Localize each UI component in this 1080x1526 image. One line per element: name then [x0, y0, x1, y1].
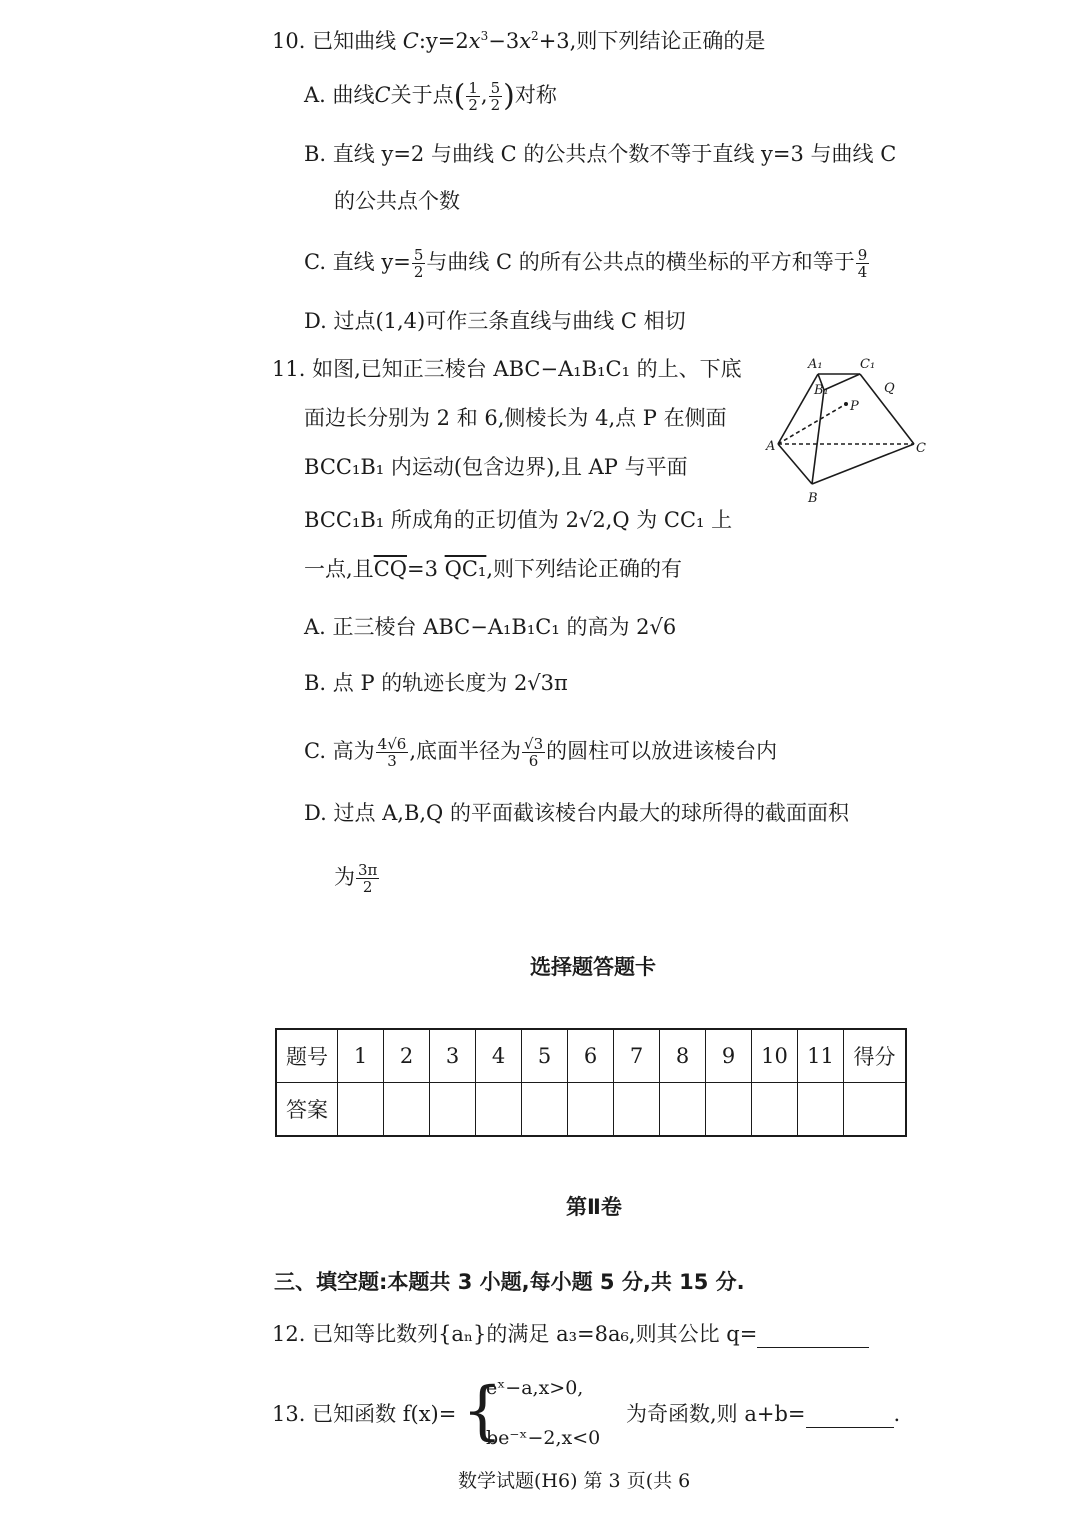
question-number-cell: 8: [660, 1029, 706, 1083]
label-a1: A₁: [808, 357, 823, 372]
answer-cell[interactable]: [660, 1083, 706, 1137]
question-number-cell: 1: [338, 1029, 384, 1083]
answer-cell[interactable]: [614, 1083, 660, 1137]
q11-line2: 面边长分别为 2 和 6,侧棱长为 4,点 P 在侧面: [304, 406, 727, 430]
question-number-cell: 6: [568, 1029, 614, 1083]
score-header: 得分: [844, 1029, 907, 1083]
edge-b1c1: [824, 374, 860, 390]
q11-line1: 11. 如图,已知正三棱台 ABC−A₁B₁C₁ 的上、下底: [272, 357, 742, 381]
answer-card-answer-row: [276, 1083, 906, 1137]
answer-cell[interactable]: [476, 1083, 522, 1137]
answer-card-table: [275, 1028, 907, 1137]
q12: 12. 已知等比数列{aₙ}的满足 a₃=8a₆,则其公比 q=: [272, 1320, 869, 1348]
q11-option-d-line2: 为 $\frac{3\pi}{2}$: [334, 861, 378, 896]
segment-ap: [778, 404, 846, 444]
question-number-cell: 7: [614, 1029, 660, 1083]
question-number-cell: 2: [384, 1029, 430, 1083]
answer-cell[interactable]: [706, 1083, 752, 1137]
q10-option-b-line1: B. 直线 y=2 与曲线 C 的公共点个数不等于直线 y=3 与曲线 C: [304, 142, 897, 166]
question-number-cell: 10: [752, 1029, 798, 1083]
q10-option-d: D. 过点(1,4)可作三条直线与曲线 C 相切: [304, 309, 686, 333]
part2-title: 第Ⅱ卷: [566, 1195, 622, 1219]
point-p: [844, 402, 848, 406]
page-footer: 数学试题(H6) 第 3 页(共 6: [458, 1470, 691, 1492]
piecewise-brace: {: [462, 1374, 503, 1448]
edge-ab: [778, 444, 812, 484]
q11-line5: 一点,且$\overline{CQ}=3$ QC₁,则下列结论正确的有: [304, 557, 683, 581]
section3-heading: 三、填空题:本题共 3 小题,每小题 5 分,共 15 分.: [274, 1270, 745, 1294]
label-b: B: [808, 491, 818, 506]
q13-answer-blank[interactable]: [806, 1405, 894, 1428]
frustum-figure: [762, 352, 932, 512]
q11-option-d-line1: D. 过点 A,B,Q 的平面截该棱台内最大的球所得的截面面积: [304, 801, 849, 825]
answer-cell[interactable]: [338, 1083, 384, 1137]
label-p: P: [850, 399, 859, 414]
q11-option-b: B. 点 P 的轨迹长度为 2√3π: [304, 671, 568, 695]
edge-bc: [812, 444, 914, 484]
q10-option-a: A. 曲线C关于点( $\frac{1}{2}$ , $\frac{5}{2}$ )对称: [304, 78, 557, 114]
q12-answer-blank[interactable]: [757, 1325, 869, 1348]
q13-case2: be⁻ˣ−2,x<0: [486, 1427, 601, 1449]
label-c1: C₁: [860, 357, 876, 372]
q10-stem: 10. 已知曲线 $C:y=2x^3-3x^2+3$,则下列结论正确的是: [272, 29, 766, 53]
q11-option-a: A. 正三棱台 ABC−A₁B₁C₁ 的高为 2√6: [304, 615, 677, 639]
answer-card-title: 选择题答题卡: [530, 955, 656, 979]
answer-cell[interactable]: [384, 1083, 430, 1137]
q13-case1: eˣ−a,x>0,: [486, 1377, 584, 1399]
row-header-number: 题号: [276, 1029, 338, 1083]
answer-cell[interactable]: [798, 1083, 844, 1137]
edge-aa1: [778, 374, 818, 444]
q11-option-c: C. 高为 $\frac{4√6}{3}$ ,底面半径为 $\frac{√3}{6}$ 的圆柱可以放进该棱台内: [304, 735, 778, 770]
answer-cell[interactable]: [430, 1083, 476, 1137]
edge-bb1: [812, 390, 824, 484]
label-b1: B₁: [814, 383, 829, 398]
label-q: Q: [884, 381, 895, 396]
question-number-cell: 5: [522, 1029, 568, 1083]
q11-line3: BCC₁B₁ 内运动(包含边界),且 AP 与平面: [304, 455, 688, 479]
row-header-answer: 答案: [276, 1083, 338, 1137]
q13-prefix: 13. 已知函数 f(x)=: [272, 1402, 457, 1426]
answer-cell[interactable]: [522, 1083, 568, 1137]
label-a: A: [766, 439, 776, 454]
q11-line4: BCC₁B₁ 所成角的正切值为 2√2,Q 为 CC₁ 上: [304, 508, 733, 532]
question-number-cell: 11: [798, 1029, 844, 1083]
question-number-cell: 4: [476, 1029, 522, 1083]
answer-cell[interactable]: [752, 1083, 798, 1137]
answer-card-number-row: [276, 1029, 906, 1083]
question-number-cell: 9: [706, 1029, 752, 1083]
q10-option-c: C. 直线 y= $\frac{5}{2}$ 与曲线 C 的所有公共点的横坐标的平方和等于 $\frac{9}{4}$: [304, 246, 868, 281]
q13-suffix: 为奇函数,则 a+b= .: [626, 1402, 901, 1426]
question-number-cell: 3: [430, 1029, 476, 1083]
answer-cell[interactable]: [568, 1083, 614, 1137]
score-cell[interactable]: [844, 1083, 907, 1137]
q10-option-b-line2: 的公共点个数: [334, 189, 460, 213]
label-c: C: [916, 441, 926, 456]
